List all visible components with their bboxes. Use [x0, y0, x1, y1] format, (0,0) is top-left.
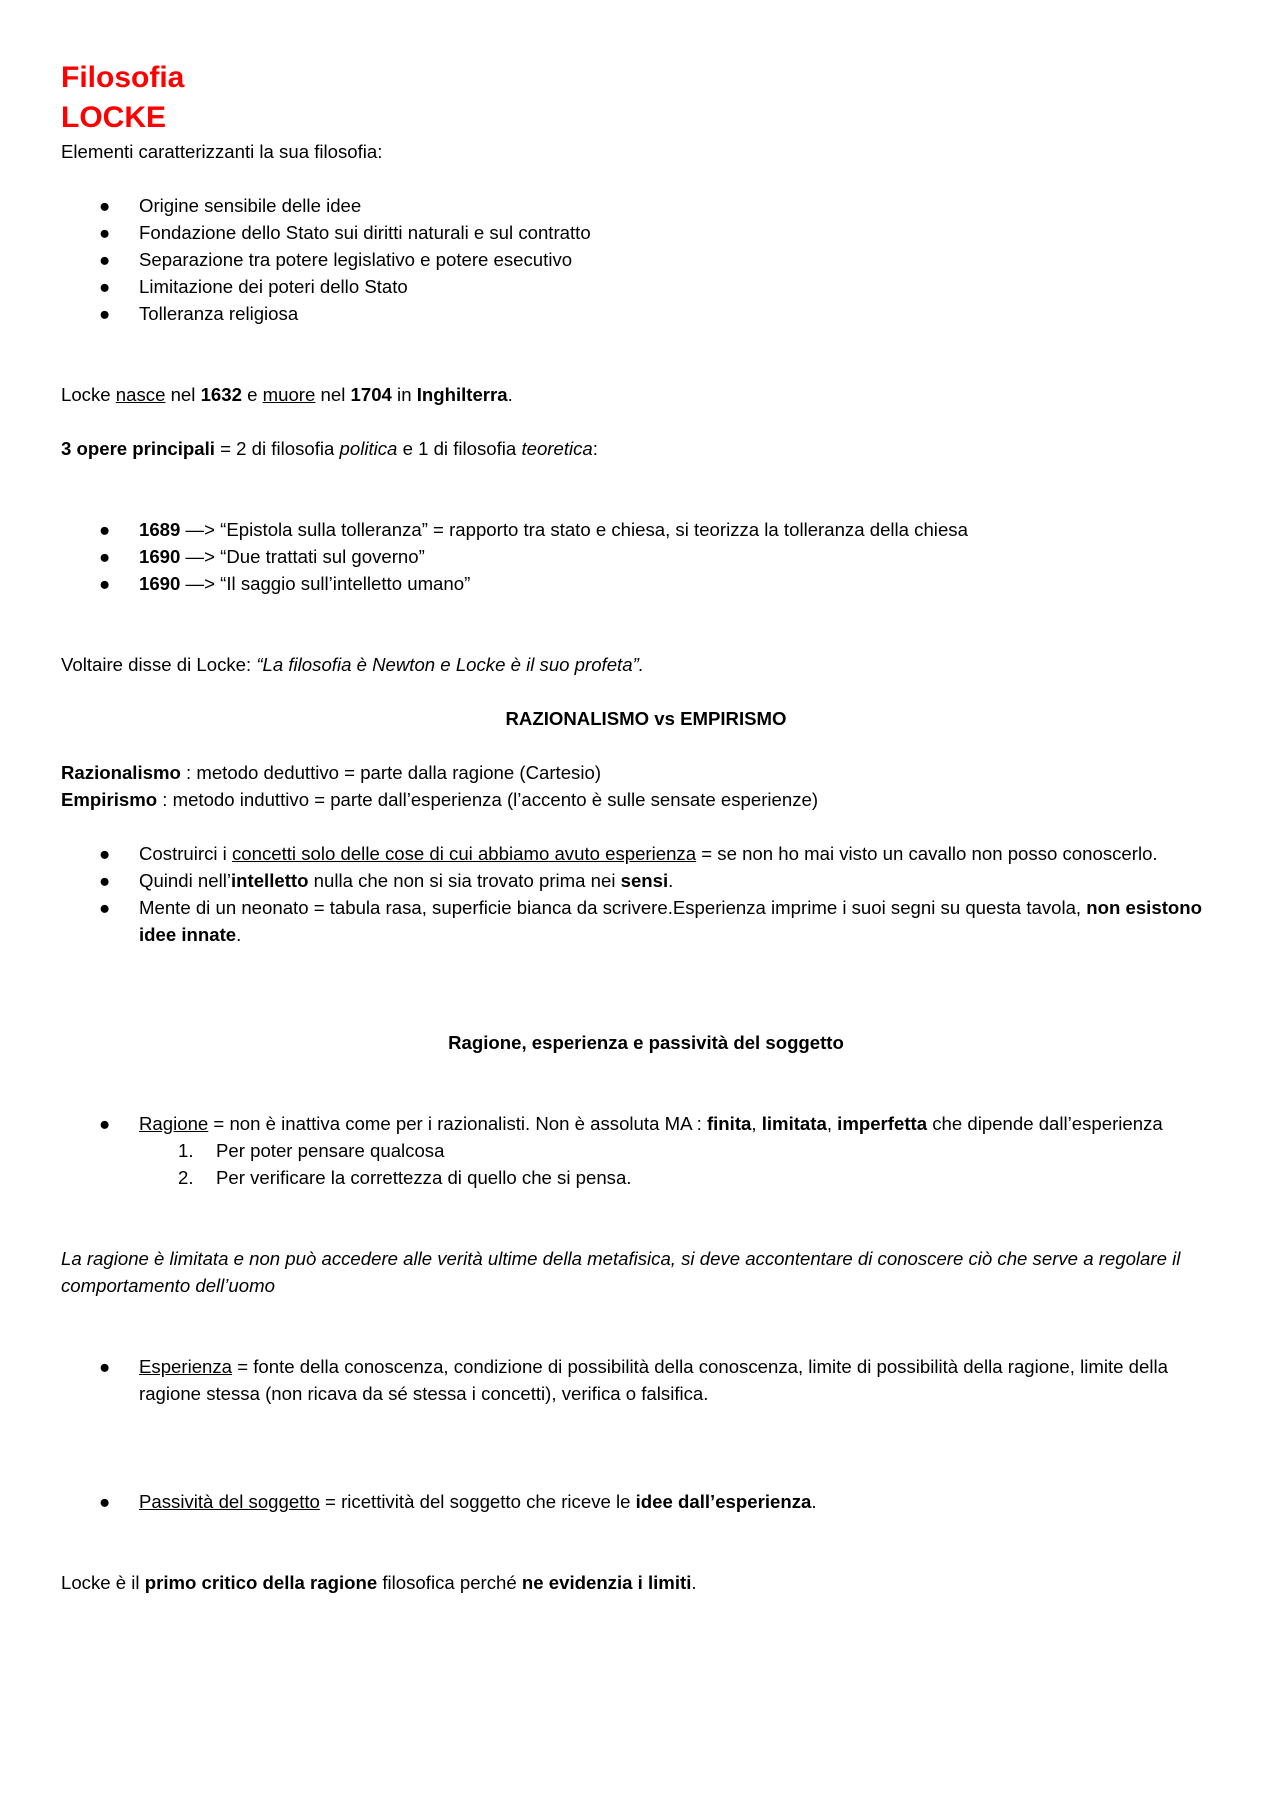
bullet-icon: ●	[99, 897, 111, 918]
list-item: ● Costruirci i concetti solo delle cose di cui abbiamo avuto esperienza = se non ho mai visto un cavallo non posso conoscerlo.	[61, 840, 1231, 867]
works-list	[61, 516, 1231, 597]
voltaire-quote: Voltaire disse di Locke: “La filosofia è Newton e Locke è il suo profeta”.	[61, 654, 644, 675]
section-heading-razionalismo: RAZIONALISMO vs EMPIRISMO	[505, 708, 787, 729]
bullet-icon: ●	[99, 222, 111, 243]
razionalismo-def: Razionalismo : metodo deduttivo = parte dalla ragione (Cartesio)	[61, 762, 602, 783]
list-item: 2. Per verificare la correttezza di quello che si pensa.	[178, 1167, 632, 1188]
bullet-icon: ●	[99, 843, 111, 864]
bullet-icon: ●	[99, 249, 111, 270]
list-item: ● Ragione = non è inattiva come per i razionalisti. Non è assoluta MA : finita, limitata, imperfetta che dipende dall’esperienza	[61, 1110, 1231, 1137]
bullet-icon: ●	[99, 1113, 111, 1134]
list-item: 1. Per poter pensare qualcosa	[178, 1140, 445, 1161]
works-intro: 3 opere principali = 2 di filosofia politica e 1 di filosofia teoretica:	[61, 438, 598, 459]
list-item: ● Passività del soggetto = ricettività del soggetto che riceve le idee dall’esperienza.	[61, 1488, 1231, 1515]
doc-title: Filosofia	[61, 61, 185, 94]
list-item: ● Fondazione dello Stato sui diritti naturali e sul contratto	[61, 219, 1231, 246]
elements-list	[61, 192, 1231, 327]
bullet-icon: ●	[99, 870, 111, 891]
list-item: ● Esperienza = fonte della conoscenza, condizione di possibilità della conoscenza, limite di possibilità della ragione, limite della ragione stessa (non ricava da sé stessa i concetti), verifica o falsifica.	[61, 1353, 1231, 1407]
ragione-list	[61, 1110, 1231, 1137]
list-item: ● 1689 —> “Epistola sulla tolleranza” = rapporto tra stato e chiesa, si teorizza la tolleranza della chiesa	[61, 516, 1231, 543]
bio-paragraph: Locke nasce nel 1632 e muore nel 1704 in Inghilterra.	[61, 384, 513, 405]
list-item: ● Origine sensibile delle idee	[61, 192, 1231, 219]
bullet-icon: ●	[99, 546, 111, 567]
bullet-icon: ●	[99, 1356, 111, 1377]
list-item: ● Tolleranza religiosa	[61, 300, 1231, 327]
list-item: ● Separazione tra potere legislativo e potere esecutivo	[61, 246, 1231, 273]
list-item: ● 1690 —> “Il saggio sull’intelletto umano”	[61, 570, 1231, 597]
bullet-icon: ●	[99, 1491, 111, 1512]
bullet-icon: ●	[99, 276, 111, 297]
bullet-icon: ●	[99, 573, 111, 594]
passivita-list	[61, 1488, 1231, 1515]
section-heading-ragione: Ragione, esperienza e passività del soggetto	[448, 1032, 844, 1053]
bullet-icon: ●	[99, 519, 111, 540]
list-item: ● 1690 —> “Due trattati sul governo”	[61, 543, 1231, 570]
bullet-icon: ●	[99, 195, 111, 216]
bullet-icon: ●	[99, 303, 111, 324]
list-item: ● Mente di un neonato = tabula rasa, superficie bianca da scrivere.Esperienza imprime i suoi segni su questa tavola, non esistono idee innate.	[61, 894, 1231, 948]
italic-note: La ragione è limitata e non può accedere alle verità ultime della metafisica, si deve accontentare di conoscere ciò che serve a regolare il comportamento dell’uomo	[61, 1248, 1181, 1296]
list-item: ● Limitazione dei poteri dello Stato	[61, 273, 1231, 300]
document-page	[61, 58, 1231, 1596]
list-item: ● Quindi nell’intelletto nulla che non si sia trovato prima nei sensi.	[61, 867, 1231, 894]
doc-subtitle: LOCKE	[61, 101, 166, 134]
conclusion-paragraph: Locke è il primo critico della ragione filosofica perché ne evidenzia i limiti.	[61, 1572, 697, 1593]
ragione-sublist	[61, 1137, 1231, 1191]
empirismo-def: Empirismo : metodo induttivo = parte dall’esperienza (l’accento è sulle sensate esperienze)	[61, 789, 819, 810]
empirismo-list	[61, 840, 1231, 948]
esperienza-list	[61, 1353, 1231, 1407]
intro-text: Elementi caratterizzanti la sua filosofia:	[61, 141, 383, 162]
